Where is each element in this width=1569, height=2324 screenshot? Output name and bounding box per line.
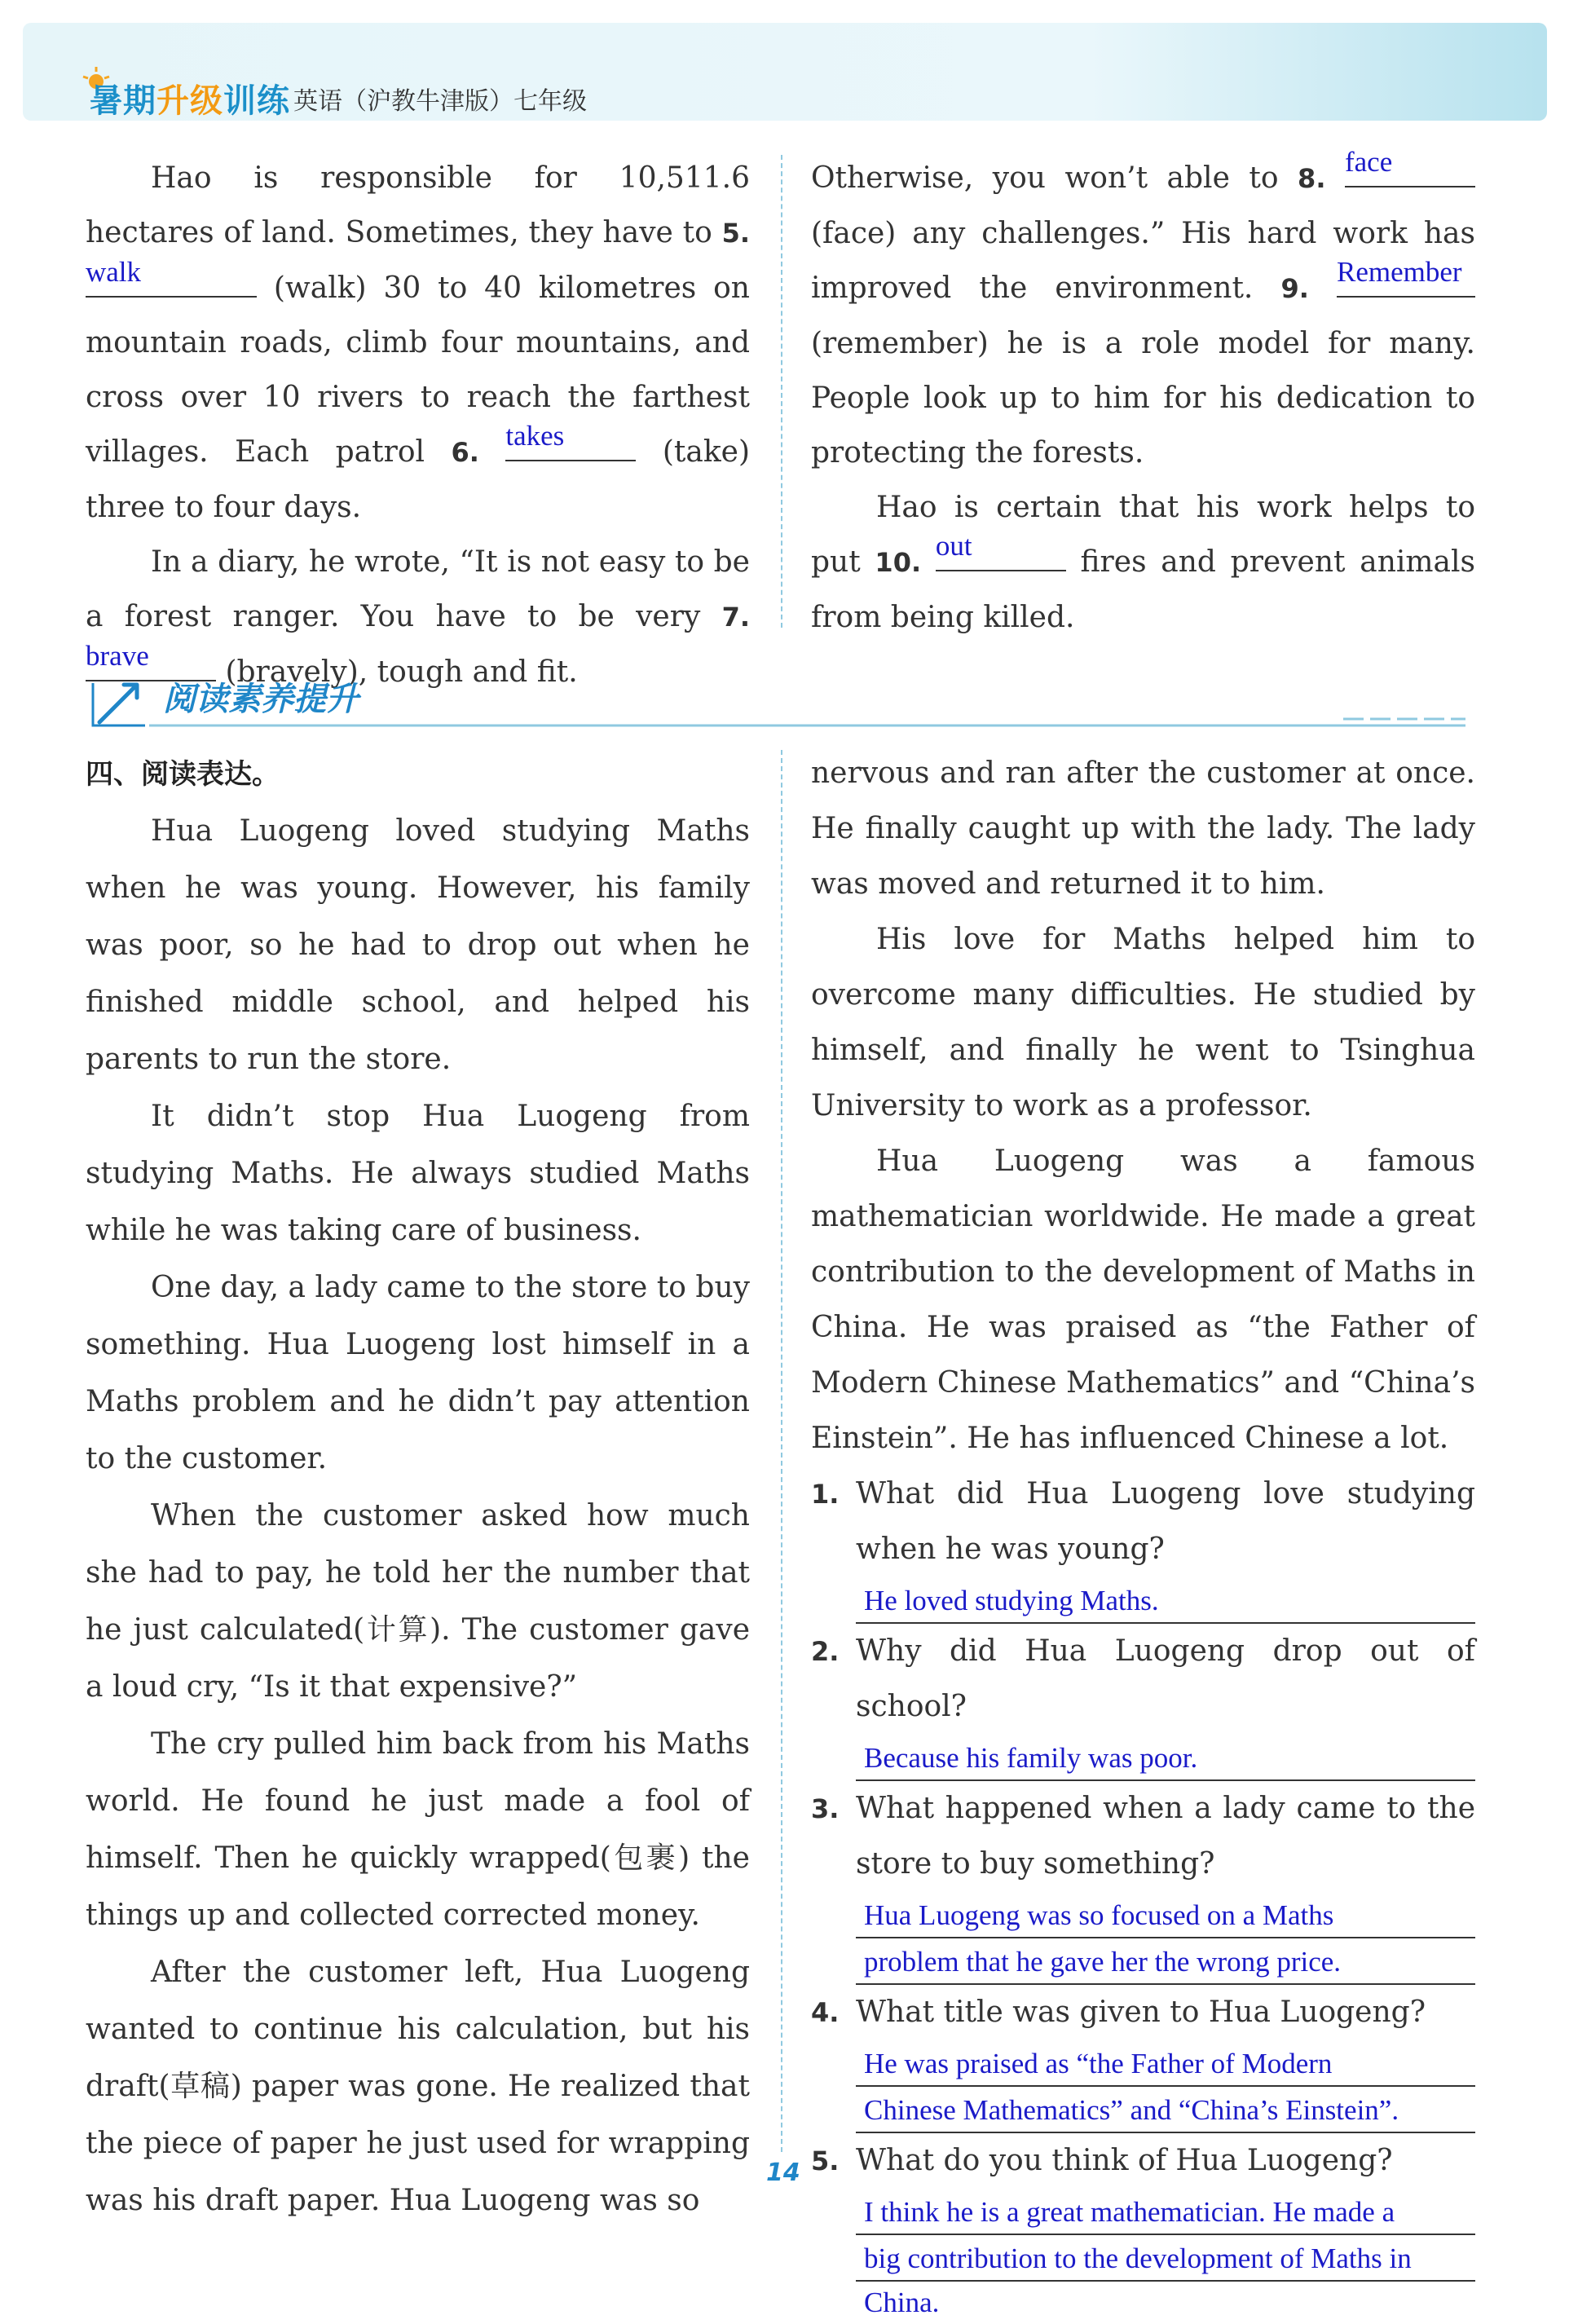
handwritten-answer: He loved studying Maths. bbox=[864, 1585, 1159, 1616]
answer-blank-5: walk bbox=[86, 263, 257, 298]
question-number: 4. bbox=[811, 1997, 840, 2028]
column-divider bbox=[781, 750, 782, 2152]
paragraph: Hao is responsible for 10,511.6 hectares of land. Sometimes, they have to 5. walk (walk) 30 to 40 kilometres on mountain roads, climb four mountains, and cross over 10 rivers to reach the farthest villages. Each patrol 6. takes (take) three to four days. bbox=[86, 161, 750, 524]
question-text bbox=[811, 1781, 1475, 1892]
handwritten-answer: Chinese Mathematics” and “China’s Einstein”. bbox=[864, 2094, 1399, 2126]
paragraph: Hao is certain that his work helps to put 10. out fires and prevent animals from being killed. bbox=[811, 491, 1475, 634]
question-item bbox=[811, 1624, 1475, 1781]
answer-blank-8: face bbox=[1345, 153, 1475, 187]
passage-paragraph: nervous and ran after the customer at once. He finally caught up with the lady. The lady was moved and returned it to him. bbox=[811, 756, 1475, 901]
handwritten-answer: big contribution to the development of Maths in bbox=[864, 2242, 1412, 2274]
handwritten-answer: China. bbox=[864, 2287, 940, 2318]
question-prompt: What do you think of Hua Luogeng? bbox=[856, 2144, 1393, 2177]
question-number: 2. bbox=[811, 1636, 840, 1667]
passage-paragraph: The cry pulled him back from his Maths world. He found he just made a fool of himself. Then he quickly wrapped(包裹) the things up and collected corrected money. bbox=[86, 1727, 750, 1932]
passage-paragraph: One day, a lady came to the store to buy something. Hua Luogeng lost himself in a Maths problem and he didn’t pay attention to the customer. bbox=[86, 1271, 750, 1475]
question-item bbox=[811, 1781, 1475, 1985]
question-item bbox=[811, 1985, 1475, 2133]
handwritten-answer: problem that he gave her the wrong price. bbox=[864, 1946, 1342, 1978]
exercise-heading: 四、阅读表达。 bbox=[86, 758, 280, 791]
passage-paragraph: When the customer asked how much she had to pay, he told her the number that he just calculated(计算). The customer gave a loud cry, “Is it that expensive?” bbox=[86, 1499, 750, 1704]
reading-right-column bbox=[811, 746, 1475, 2324]
question-prompt: What happened when a lady came to the store to buy something? bbox=[856, 1792, 1475, 1881]
question-item bbox=[811, 2133, 1475, 2324]
question-prompt: What did Hua Luogeng love studying when he was young? bbox=[856, 1477, 1475, 1566]
handwritten-answer: I think he is a great mathematician. He made a bbox=[864, 2196, 1395, 2228]
question-prompt: What title was given to Hua Luogeng? bbox=[856, 1995, 1426, 2029]
answer-blank-6: takes bbox=[505, 427, 636, 461]
passage-paragraph: Hua Luogeng was a famous mathematician worldwide. He made a great contribution to the development of Maths in China. He was praised as “the Father of Modern Chinese Mathematics” and “China’s Einstein”. He has influenced Chinese a lot. bbox=[811, 1144, 1475, 1455]
answer-line bbox=[856, 1892, 1475, 1938]
passage-paragraph: It didn’t stop Hua Luogeng from studying Maths. He always studied Maths while he was taking care of business. bbox=[86, 1100, 750, 1247]
question-number: 5. bbox=[811, 2145, 840, 2176]
answer-line bbox=[856, 2189, 1475, 2235]
answer-line bbox=[856, 1938, 1475, 1985]
answer-blank-10: out bbox=[936, 537, 1066, 571]
answer-line bbox=[856, 2235, 1475, 2282]
handwritten-answer: He was praised as “the Father of Modern bbox=[864, 2048, 1333, 2079]
passage-paragraph: His love for Maths helped him to overcome many difficulties. He studied by himself, and finally he went to Tsinghua University to work as a professor. bbox=[811, 923, 1475, 1122]
top-left-column bbox=[86, 151, 750, 699]
question-text bbox=[811, 1466, 1475, 1577]
paragraph: In a diary, he wrote, “It is not easy to be a forest ranger. You have to be very 7. brave (bravely), tough and fit. bbox=[86, 545, 751, 689]
reading-left-column bbox=[86, 746, 750, 2229]
question-number: 3. bbox=[811, 1793, 840, 1824]
answer-line bbox=[856, 1577, 1475, 1624]
section-title: 阅读素养提升 bbox=[163, 681, 359, 718]
question-text bbox=[811, 1985, 1475, 2040]
handwritten-answer: Hua Luogeng was so focused on a Maths bbox=[864, 1899, 1334, 1931]
passage-paragraph: Hua Luogeng loved studying Maths when he was young. However, his family was poor, so he had to drop out when he finished middle school, and helped his parents to run the store. bbox=[86, 814, 750, 1076]
handwritten-answer: Because his family was poor. bbox=[864, 1742, 1198, 1774]
answer-blank-7: brave bbox=[86, 647, 216, 681]
question-number: 1. bbox=[811, 1479, 840, 1510]
question-text bbox=[811, 2133, 1475, 2189]
question-list bbox=[811, 1466, 1475, 2324]
question-item bbox=[811, 1466, 1475, 1624]
paragraph: Otherwise, you won’t able to 8. face (face) any challenges.” His hard work has improved the environment. 9. Remember (remember) he is a role model for many. People look up to him for his dedication to protecting the forests. bbox=[811, 146, 1475, 470]
answer-line bbox=[856, 1735, 1475, 1781]
page-number: 14 bbox=[766, 2159, 800, 2187]
question-prompt: Why did Hua Luogeng drop out of school? bbox=[856, 1634, 1475, 1723]
answer-line bbox=[856, 2040, 1475, 2087]
top-right-column bbox=[811, 146, 1475, 645]
answer-blank-9: Remember bbox=[1337, 263, 1475, 298]
header-subject: 英语（沪教牛津版）七年级 bbox=[293, 87, 587, 116]
answer-line bbox=[856, 2087, 1475, 2133]
column-divider bbox=[781, 155, 782, 628]
passage-paragraph: After the customer left, Hua Luogeng wanted to continue his calculation, but his draft(草稿) paper was gone. He realized that the piece of paper he just used for wrapping was his draft paper. Hua Luogeng was so bbox=[86, 1956, 750, 2217]
header-brand: 暑期升级训练 bbox=[90, 82, 290, 120]
question-text bbox=[811, 1624, 1475, 1735]
answer-line bbox=[856, 2282, 1475, 2324]
